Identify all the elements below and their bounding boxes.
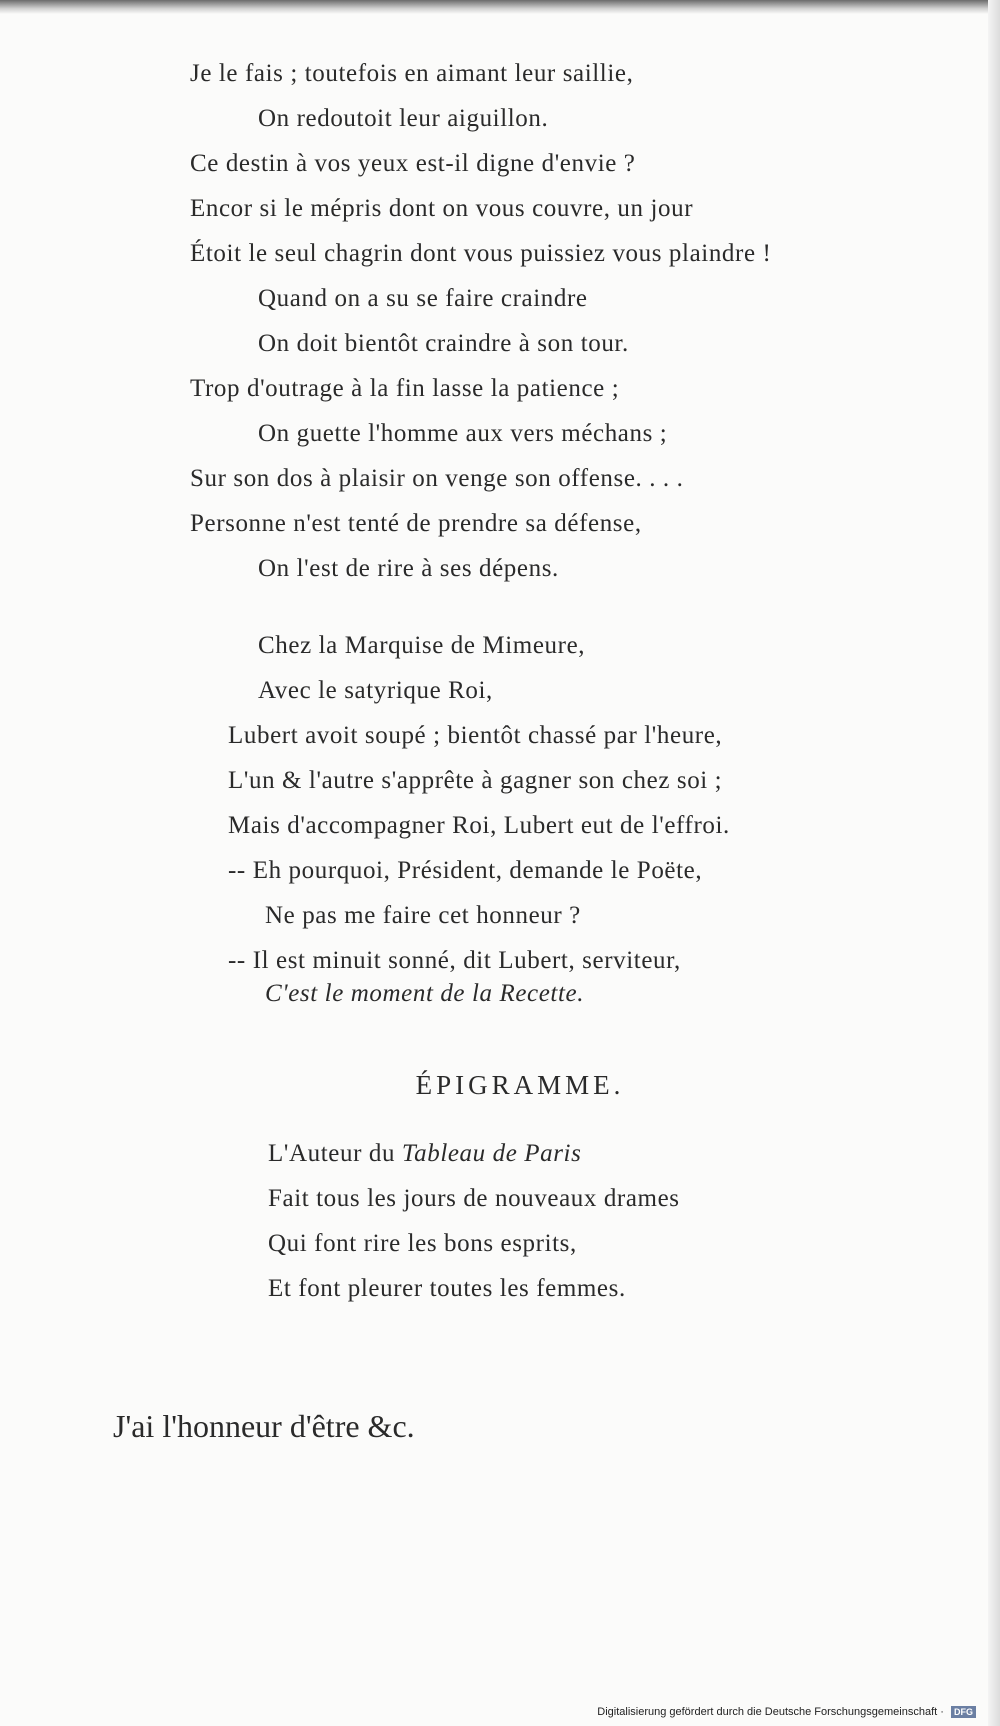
poem1-line-2: On redoutoit leur aiguillon.	[258, 105, 549, 132]
poem2-line-1: Chez la Marquise de Mimeure,	[258, 632, 586, 659]
poem2-line-2: Avec le satyrique Roi,	[258, 677, 493, 704]
epigram-line-4: Et font pleurer toutes les femmes.	[268, 1275, 626, 1302]
poem2-line-7: Ne pas me faire cet honneur ?	[265, 902, 581, 929]
poem1-line-3: Ce destin à vos yeux est-il digne d'envie ?	[190, 150, 636, 177]
poem1-line-1: Je le fais ; toutefois en aimant leur saillie,	[190, 60, 634, 87]
poem1-line-11: Personne n'est tenté de prendre sa défense,	[190, 510, 642, 537]
page-right-edge	[988, 0, 1000, 1726]
closing-line: J'ai l'honneur d'être &c.	[113, 1408, 415, 1444]
poem1-line-12: On l'est de rire à ses dépens.	[258, 555, 559, 582]
poem1-line-7: On doit bientôt craindre à son tour.	[258, 330, 629, 357]
dfg-logo: DFG	[951, 1706, 976, 1718]
poem2-line-3: Lubert avoit soupé ; bientôt chassé par l'heure,	[228, 722, 723, 749]
poem1-line-6: Quand on a su se faire craindre	[258, 285, 588, 312]
poem1-line-8: Trop d'outrage à la fin lasse la patience ;	[190, 375, 620, 402]
epigram-line-1-italic: Tableau de Paris	[401, 1140, 582, 1167]
epigram-line-1-prefix: L'Auteur du	[268, 1140, 402, 1167]
poem2-line-5: Mais d'accompagner Roi, Lubert eut de l'effroi.	[228, 812, 730, 839]
poem2-line-4: L'un & l'autre s'apprête à gagner son chez soi ;	[228, 767, 723, 794]
poem1-line-4: Encor si le mépris dont on vous couvre, un jour	[190, 195, 694, 222]
epigram-line-2: Fait tous les jours de nouveaux drames	[268, 1185, 680, 1212]
poem2-line-9: C'est le moment de la Recette.	[265, 980, 585, 1007]
epigram-line-1	[268, 1140, 581, 1168]
footer-text: Digitalisierung gefördert durch die Deutsche Forschungsgemeinschaft	[597, 1706, 938, 1718]
page-top-shadow	[0, 0, 1000, 14]
poem2-line-8: -- Il est minuit sonné, dit Lubert, serviteur,	[228, 947, 681, 974]
poem1-line-5: Étoit le seul chagrin dont vous puissiez vous plaindre !	[190, 240, 772, 267]
poem2-line-6: -- Eh pourquoi, Président, demande le Poëte,	[228, 857, 703, 884]
poem1-line-10: Sur son dos à plaisir on venge son offense. . . .	[190, 465, 684, 492]
poem1-line-9: On guette l'homme aux vers méchans ;	[258, 420, 668, 447]
footer-credit: Digitalisierung gefördert durch die Deutsche Forschungsgemeinschaft · DFG	[597, 1706, 976, 1718]
epigram-title: ÉPIGRAMME.	[415, 1070, 625, 1100]
epigram-line-3: Qui font rire les bons esprits,	[268, 1230, 577, 1257]
